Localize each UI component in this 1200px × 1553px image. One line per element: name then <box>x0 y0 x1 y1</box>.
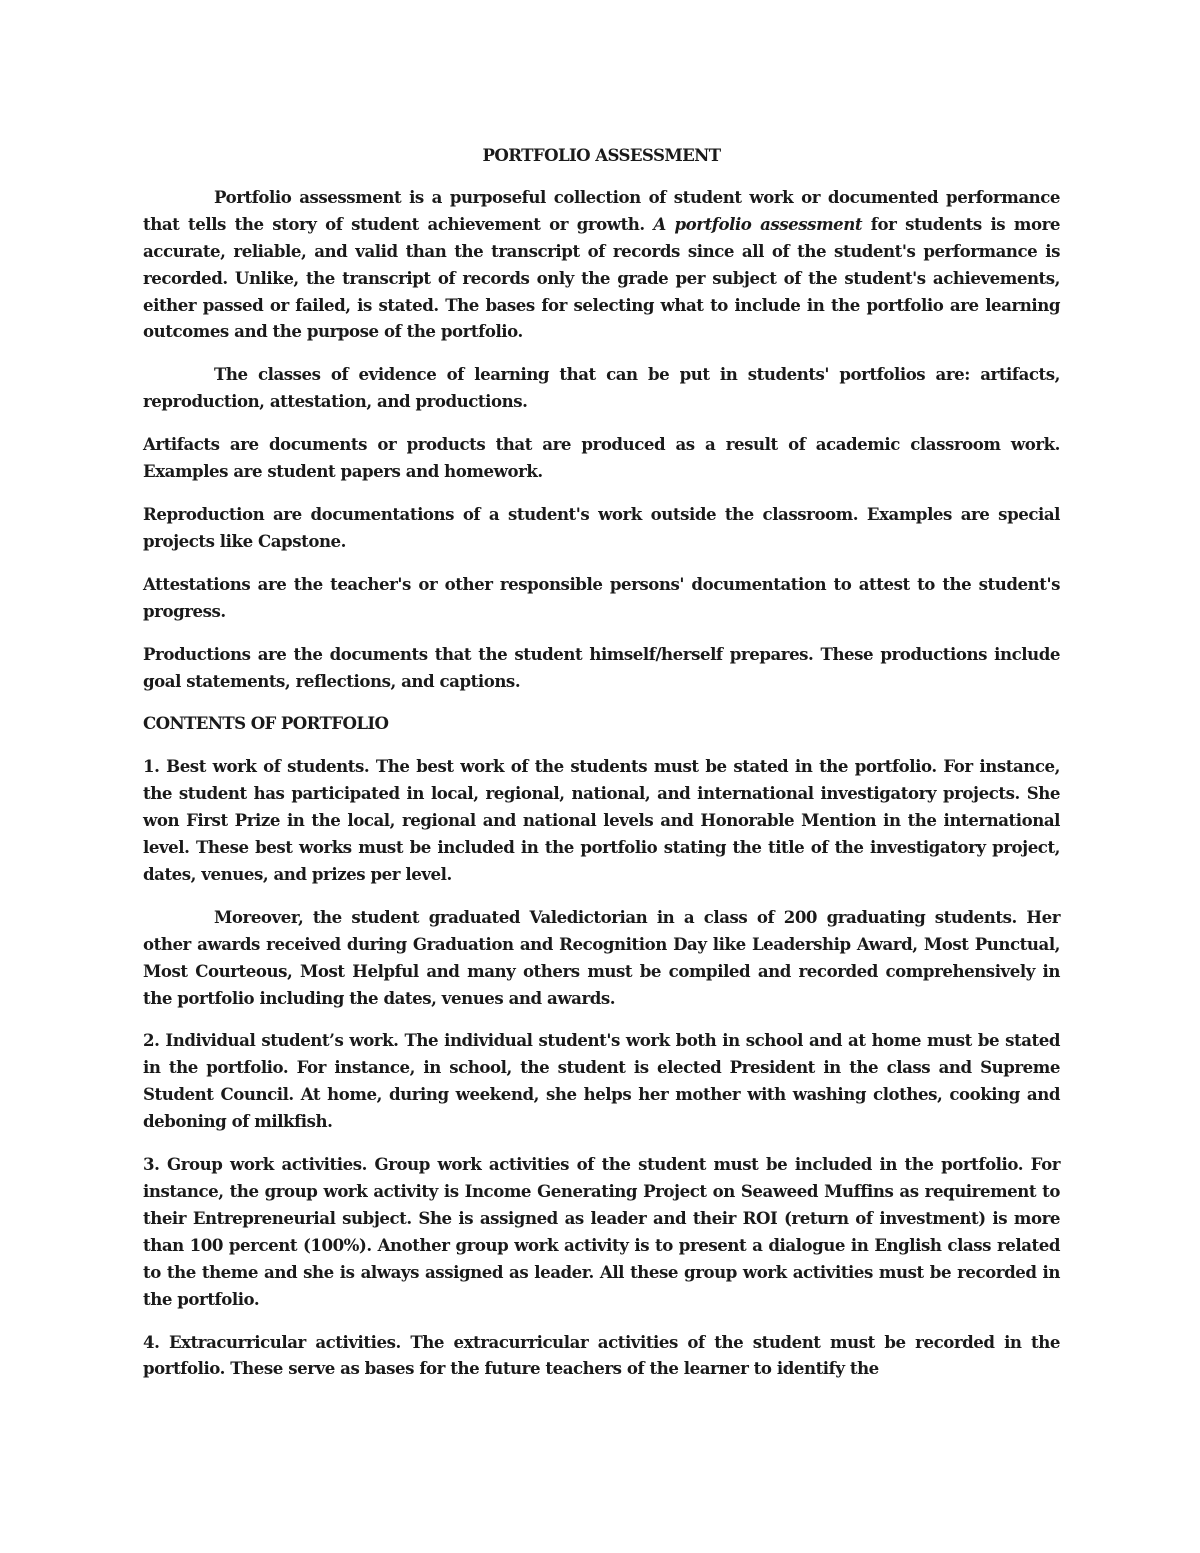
document-title: PORTFOLIO ASSESSMENT <box>482 145 721 165</box>
artifacts-paragraph: Artifacts are documents or products that are produced as a result of academic classroom work. Examples are student papers and homework. <box>143 434 1060 482</box>
attestations-paragraph: Attestations are the teacher's or other responsible persons' documentation to attest to the student's progress. <box>143 573 1060 621</box>
document-body <box>143 142 1060 1398</box>
contents-heading: CONTENTS OF PORTFOLIO <box>143 713 389 734</box>
intro-paragraph <box>143 184 1060 345</box>
group-work-paragraph: 3. Group work activities. Group work activities of the student must be included in the portfolio. For instance, the group work activity is Income Generating Project on Seaweed Muffins as requirement to their Entrepreneurial subject. She is assigned as leader and their ROI (return of investment) is more than 100 percent (100%). Another group work activity is to present a dialogue in English class related to the theme and she is always assigned as leader. All these group work activities must be recorded in the portfolio. <box>143 1154 1060 1309</box>
reproduction-paragraph: Reproduction are documentations of a student's work outside the classroom. Examples are special projects like Capstone. <box>143 503 1060 551</box>
intro-lead: Portfolio assessment is a purposeful collection of student work or documented performance that tells the story of student achievement or growth. <box>143 186 1060 234</box>
individual-work-paragraph: 2. Individual student’s work. The individual student's work both in school and at home must be stated in the portfolio. For instance, in school, the student is elected President in the class and Supreme Student Council. At home, during weekend, she helps her mother with washing clothes, cooking and deboning of milkfish. <box>143 1030 1060 1132</box>
extracurricular-paragraph: 4. Extracurricular activities. The extracurricular activities of the student must be recorded in the portfolio. These serve as bases for the future teachers of the learner to identify the <box>143 1331 1060 1379</box>
best-work-more-paragraph: Moreover, the student graduated Valedictorian in a class of 200 graduating students. Her other awards received during Graduation and Recognition Day like Leadership Award, Most Punctual, Most Courteous, Most Helpful and many others must be compiled and recorded comprehensively in the portfolio including the dates, venues and awards. <box>143 906 1060 1008</box>
classes-paragraph: The classes of evidence of learning that can be put in students' portfolios are: artifacts, reproduction, attestation, and productions. <box>143 364 1060 412</box>
intro-rest: for students is more accurate, reliable, and valid than the transcript of records since all of the student's performance is recorded. Unlike, the transcript of records only the grade per subject of the student's achievements, either passed or failed, is stated. The bases for selecting what to include in the portfolio are learning outcomes and the purpose of the portfolio. <box>143 213 1060 342</box>
best-work-paragraph: 1. Best work of students. The best work of the students must be stated in the portfolio. For instance, the student has participated in local, regional, national, and international investigatory projects. She won First Prize in the local, regional and national levels and Honorable Mention in the international level. These best works must be included in the portfolio stating the title of the investigatory project, dates, venues, and prizes per level. <box>143 756 1060 884</box>
intro-emphasis: A portfolio assessment <box>653 213 863 234</box>
productions-paragraph: Productions are the documents that the student himself/herself prepares. These productions include goal statements, reflections, and captions. <box>143 643 1060 691</box>
